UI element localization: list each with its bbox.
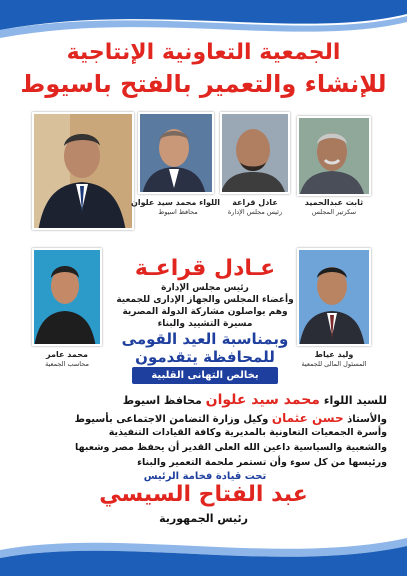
para-line-4: والشعبية والسياسية داعين الله العلى القدير أن يحفظ مصر وشعبها	[75, 442, 387, 453]
caption-walid-name: وليد عياط	[314, 350, 354, 359]
para-line-1-c: محافظ اسيوط	[122, 394, 202, 407]
center-line-3: وهم يواصلون مشاركة الدولة المصرية	[122, 307, 288, 317]
para-line-1-governor: محمد سيد علوان	[205, 392, 320, 408]
bottom-wave-decoration	[0, 520, 407, 576]
center-line-4: مسيرة التشييد والبناء	[157, 319, 253, 329]
para-line-1-a: للسيد اللواء	[323, 394, 387, 407]
photo-adel	[220, 112, 290, 194]
photo-mohamed-amer	[32, 248, 102, 346]
caption-thabet-role: سكرتير المجلس	[311, 208, 357, 216]
center-line-2: وأعضاء المجلس والجهاز الإدارى للجمعية	[116, 295, 294, 305]
center-line-1: رئيس مجلس الإدارة	[161, 283, 249, 293]
photo-president	[32, 112, 134, 230]
photo-walid-ayat	[297, 248, 371, 346]
para-line-2-a: والأستاذ	[347, 414, 387, 425]
para-line-6: تحت قيادة فخامة الرئيس	[143, 471, 267, 482]
para-line-2	[17, 411, 387, 425]
president-name: عبد الفتاح السيسي	[99, 482, 308, 507]
caption-governor-role: محافظ اسيوط	[158, 208, 198, 216]
center-line-5: وبمناسبة العيد القومى	[121, 330, 289, 348]
para-line-2-c: وكيل وزارة التضامن الاجتماعى بأسيوط	[74, 414, 269, 425]
greeting-ribbon: بخالص التهانى القلبية	[132, 367, 278, 384]
president-title: رئيس الجمهورية	[159, 512, 248, 525]
caption-adel-name: عادل قراعة	[232, 198, 278, 207]
caption-amer-role: محاسب الجمعية	[45, 360, 89, 368]
photo-governor	[138, 112, 214, 194]
center-line-6: للمحافظة يتقدمون	[135, 348, 275, 366]
title-line-1: الجمعية التعاونية الإنتاجية	[66, 40, 341, 65]
caption-thabet-name: ثابت عبدالحميد	[304, 198, 364, 207]
photo-thabet	[297, 116, 371, 196]
caption-walid-role: المسئول المالى للجمعية	[301, 360, 367, 368]
title-line-2: للإنشاء والتعمير بالفتح باسيوط	[20, 70, 387, 98]
center-name: عـادل قراعـة	[134, 256, 276, 281]
para-line-3: وأسرة الجمعيات التعاونية بالمديرية وكافة القيادات التنفيذية	[108, 427, 387, 438]
para-line-2-name: حسن عثمان	[271, 411, 344, 425]
caption-governor-name: اللواء محمد سيد علوان	[131, 198, 220, 207]
para-line-1	[17, 392, 387, 408]
para-line-5: ورئيسها من كل سوء وأن تستمر ملحمة التعمير والبناء	[137, 457, 387, 468]
caption-adel-role: رئيس مجلس الإدارة	[227, 208, 283, 216]
caption-amer-name: محمد عامر	[46, 350, 88, 359]
